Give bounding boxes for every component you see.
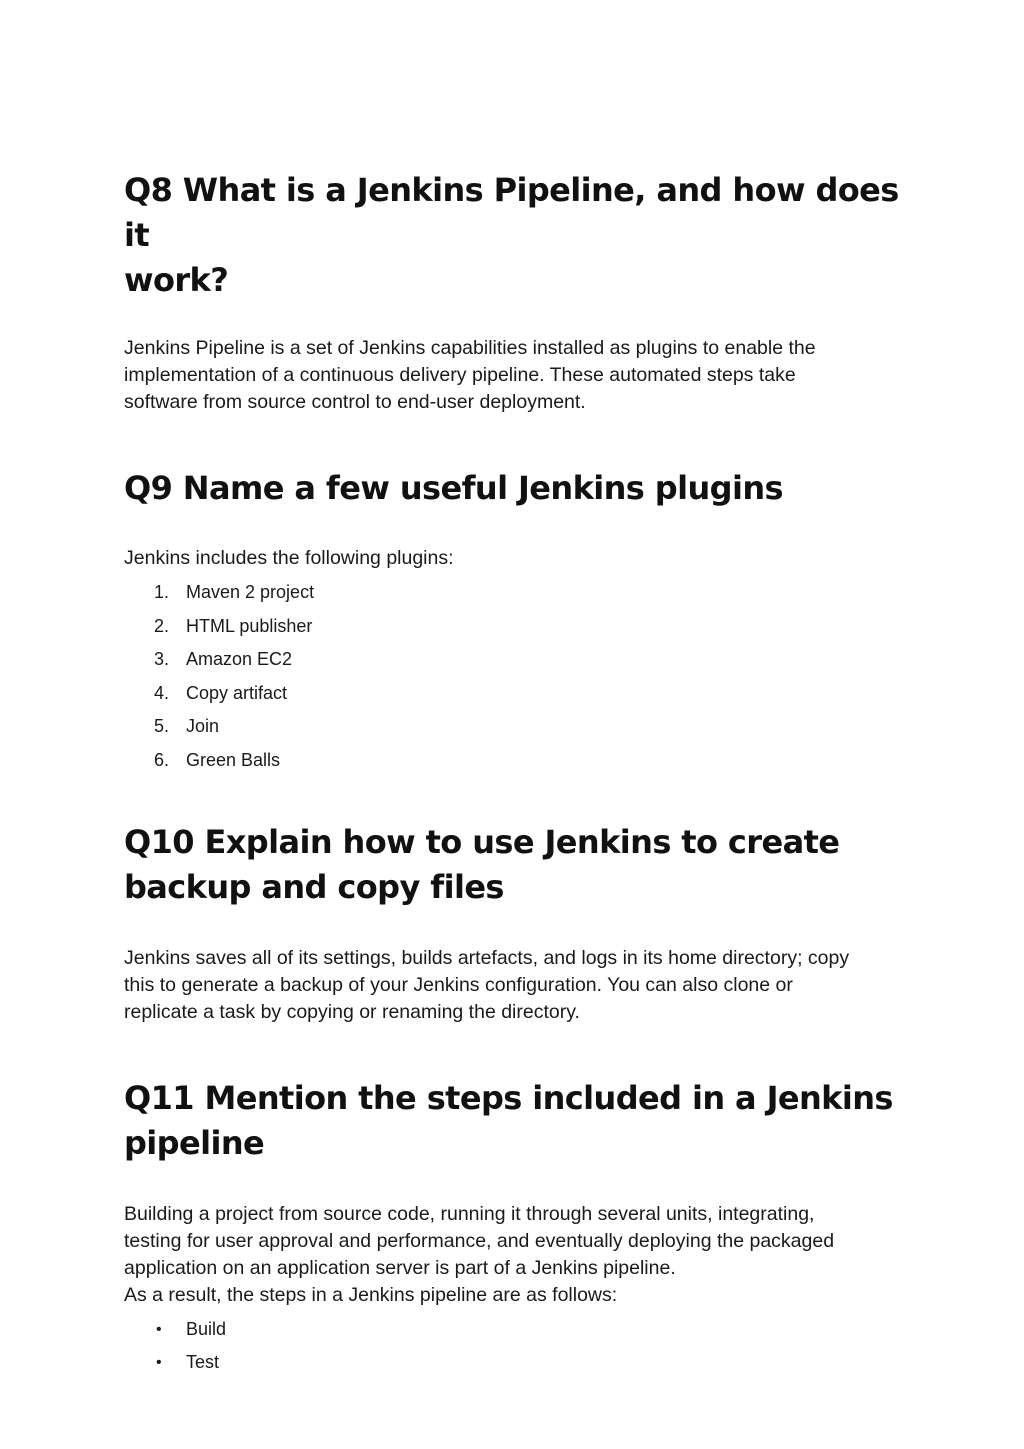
list-item-label: Copy artifact xyxy=(186,682,288,703)
list-item-label: Join xyxy=(186,716,220,736)
list-item xyxy=(124,1318,914,1341)
list-item-label: HTML publisher xyxy=(186,615,313,636)
bullet-icon: • xyxy=(156,1354,162,1371)
list-number: 2. xyxy=(154,615,170,636)
list-item xyxy=(124,1351,914,1374)
q11-heading-line-1: Q11 Mention the steps included in a Jenkins xyxy=(124,1078,893,1117)
q8-heading-line-1: Q8 What is a Jenkins Pipeline, and how does it xyxy=(124,171,899,254)
q10-paragraph-line: Jenkins saves all of its settings, builds artefacts, and logs in its home directory; copy xyxy=(124,946,850,969)
q8-paragraph-line: implementation of a continuous delivery pipeline. These automated steps take xyxy=(124,364,796,386)
list-item xyxy=(124,581,914,604)
list-item xyxy=(124,615,914,638)
list-item xyxy=(124,682,914,705)
q10-paragraph-line: this to generate a backup of your Jenkins configuration. You can also clone or xyxy=(124,973,793,996)
list-item-label: Test xyxy=(186,1352,220,1372)
q11-paragraph-line: Building a project from source code, running it through several units, integrating, xyxy=(124,1202,815,1225)
list-number: 5. xyxy=(154,716,170,736)
list-number: 1. xyxy=(154,582,170,602)
q8-heading xyxy=(124,168,914,303)
q11-paragraph-line: As a result, the steps in a Jenkins pipeline are as follows: xyxy=(124,1283,618,1306)
q8-paragraph-line: Jenkins Pipeline is a set of Jenkins capabilities installed as plugins to enable the xyxy=(124,337,816,359)
q11-paragraph-line: testing for user approval and performance, and eventually deploying the packaged xyxy=(124,1229,835,1252)
list-item-label: Build xyxy=(186,1318,227,1339)
q8-paragraph-line: software from source control to end-user deployment. xyxy=(124,391,586,413)
q10-paragraph xyxy=(124,945,914,1026)
q10-heading-line-2: backup and copy files xyxy=(124,867,504,906)
list-number: 6. xyxy=(154,749,170,770)
list-item-label: Amazon EC2 xyxy=(186,649,293,669)
q11-paragraph xyxy=(124,1201,914,1309)
q8-heading-line-2: work? xyxy=(124,261,229,299)
q9-heading: Q9 Name a few useful Jenkins plugins xyxy=(124,469,783,507)
q8-paragraph xyxy=(124,335,914,416)
q10-paragraph-line: replicate a task by copying or renaming the directory. xyxy=(124,1000,580,1023)
q10-heading-line-1: Q10 Explain how to use Jenkins to create xyxy=(124,822,840,861)
list-item xyxy=(124,749,914,772)
q9-intro: Jenkins includes the following plugins: xyxy=(124,547,454,569)
list-item-label: Maven 2 project xyxy=(186,582,315,602)
list-item xyxy=(124,715,914,738)
list-number: 3. xyxy=(154,649,170,669)
list-item-label: Green Balls xyxy=(186,749,281,770)
q11-heading-line-2: pipeline xyxy=(124,1123,265,1162)
q9-plugin-list xyxy=(124,581,914,772)
q11-paragraph-line: application on an application server is part of a Jenkins pipeline. xyxy=(124,1256,676,1279)
document-page xyxy=(124,168,914,1385)
list-number: 4. xyxy=(154,682,170,703)
q11-heading xyxy=(124,1076,914,1166)
q11-steps-list xyxy=(124,1318,914,1375)
list-item xyxy=(124,648,914,671)
bullet-icon: • xyxy=(156,1320,162,1338)
q10-heading xyxy=(124,820,914,910)
